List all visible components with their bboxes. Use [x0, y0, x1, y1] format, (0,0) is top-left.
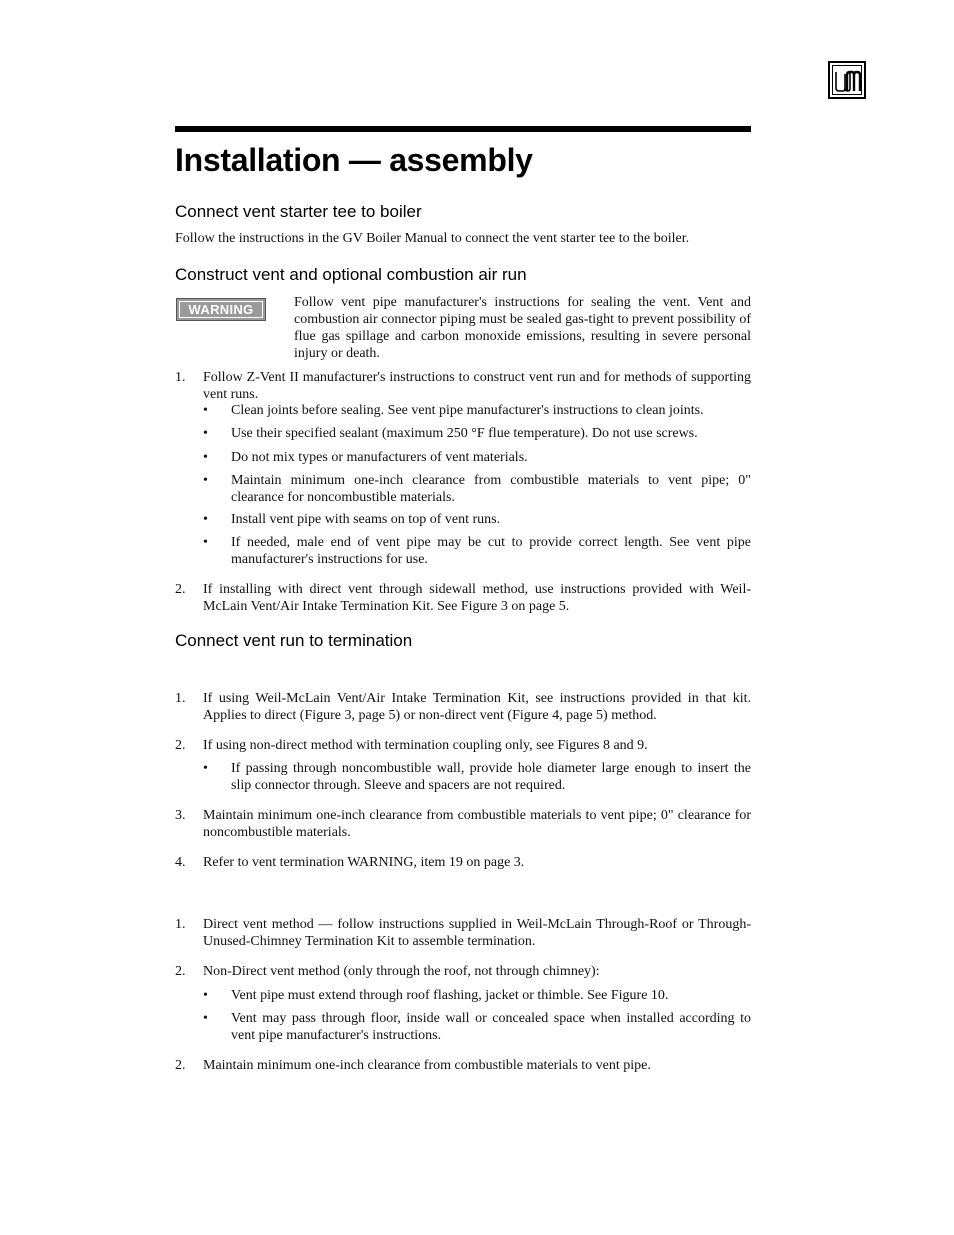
list-item-number: 2. — [175, 738, 186, 753]
weil-mclain-logo — [828, 61, 866, 99]
bullet-text: Vent may pass through floor, inside wall or concealed space when installed according to vent pipe manufacturer's instructions. — [231, 1011, 751, 1043]
list-item-text: If using Weil-McLain Vent/Air Intake Termination Kit, see instructions provided in that kit. Applies to direct (Figure 3, page 5) or non-direct vent (Figure 4, page 5) method. — [203, 691, 751, 723]
bullet-icon: • — [203, 473, 208, 488]
list-item — [175, 916, 751, 950]
warning-badge — [176, 298, 266, 321]
page-title: Installation — assembly — [175, 142, 533, 178]
bullet-item — [203, 760, 751, 794]
list-item — [175, 1057, 751, 1074]
bullet-icon: • — [203, 988, 208, 1003]
list-item-text: Maintain minimum one-inch clearance from combustible materials to vent pipe. — [203, 1058, 651, 1073]
list-item-text: Refer to vent termination WARNING, item 19 on page 3. — [203, 855, 525, 870]
list-item — [175, 854, 751, 871]
bullet-text: If passing through noncombustible wall, provide hole diameter large enough to insert the slip connector through. Sleeve and spacers are not required. — [231, 761, 751, 793]
list-item-text: Maintain minimum one-inch clearance from combustible materials to vent pipe; 0" clearance for noncombustible materials. — [203, 808, 751, 840]
list-item-text: Non-Direct vent method (only through the roof, not through chimney): — [203, 964, 600, 979]
list-item-number: 2. — [175, 582, 186, 597]
bullet-icon: • — [203, 450, 208, 465]
bullet-text: Do not mix types or manufacturers of vent materials. — [231, 450, 528, 465]
list-item-text: If using non-direct method with termination coupling only, see Figures 8 and 9. — [203, 738, 648, 753]
warning-label: WARNING — [179, 301, 263, 318]
bullet-item — [203, 402, 751, 419]
list-item-text: Follow Z-Vent II manufacturer's instructions to construct vent run and for methods of supporting vent runs. — [203, 370, 751, 402]
list-item-number: 3. — [175, 808, 186, 823]
bullet-icon: • — [203, 512, 208, 527]
bullet-icon: • — [203, 1011, 208, 1026]
list-item-number: 4. — [175, 855, 186, 870]
weil-mclain-logo-icon — [833, 66, 863, 96]
bullet-item — [203, 425, 751, 442]
bullet-text: Clean joints before sealing. See vent pipe manufacturer's instructions to clean joints. — [231, 403, 704, 418]
warning-text: Follow vent pipe manufacturer's instructions for sealing the vent. Vent and combustion air connector piping must be sealed gas-tight to prevent possibility of flue gas spillage and carbon monoxide emissions, resulting in severe personal injury or death. — [294, 295, 751, 361]
list-item — [175, 690, 751, 724]
list-item-text: If installing with direct vent through sidewall method, use instructions provided with Weil-McLain Vent/Air Intake Termination Kit. See Figure 3 on page 5. — [203, 582, 751, 614]
list-item — [175, 807, 751, 841]
bullet-icon: • — [203, 535, 208, 550]
list-item — [175, 963, 751, 980]
bullet-item — [203, 1010, 751, 1044]
list-item — [175, 581, 751, 615]
list-item-number: 2. — [175, 964, 186, 979]
bullet-text: Use their specified sealant (maximum 250 °F flue temperature). Do not use screws. — [231, 426, 698, 441]
bullet-item — [203, 987, 751, 1004]
bullet-icon: • — [203, 761, 208, 776]
bullet-item — [203, 449, 751, 466]
section-heading-construct-vent: Construct vent and optional combustion air run — [175, 265, 527, 284]
list-item — [175, 737, 751, 754]
list-item-number: 2. — [175, 1058, 186, 1073]
list-item-number: 1. — [175, 917, 186, 932]
bullet-item — [203, 511, 751, 528]
bullet-text: Vent pipe must extend through roof flashing, jacket or thimble. See Figure 10. — [231, 988, 669, 1003]
bullet-text: Maintain minimum one-inch clearance from combustible materials to vent pipe; 0" clearance for noncombustible materials. — [231, 473, 751, 505]
bullet-item — [203, 534, 751, 568]
bullet-icon: • — [203, 426, 208, 441]
list-item-number: 1. — [175, 691, 186, 706]
section-heading-connect-termination: Connect vent run to termination — [175, 631, 413, 650]
bullet-item — [203, 472, 751, 506]
title-rule — [175, 126, 751, 132]
section-text-vent-starter: Follow the instructions in the GV Boiler Manual to connect the vent starter tee to the boiler. — [175, 231, 690, 246]
list-item-number: 1. — [175, 370, 186, 385]
list-item-text: Direct vent method — follow instructions supplied in Weil-McLain Through-Roof or Through-Unused-Chimney Termination Kit to assemble termination. — [203, 917, 751, 949]
bullet-icon: • — [203, 403, 208, 418]
list-item — [175, 369, 751, 403]
section-heading-vent-starter: Connect vent starter tee to boiler — [175, 202, 422, 221]
bullet-text: If needed, male end of vent pipe may be cut to provide correct length. See vent pipe manufacturer's instructions for use. — [231, 535, 751, 567]
bullet-text: Install vent pipe with seams on top of vent runs. — [231, 512, 501, 527]
